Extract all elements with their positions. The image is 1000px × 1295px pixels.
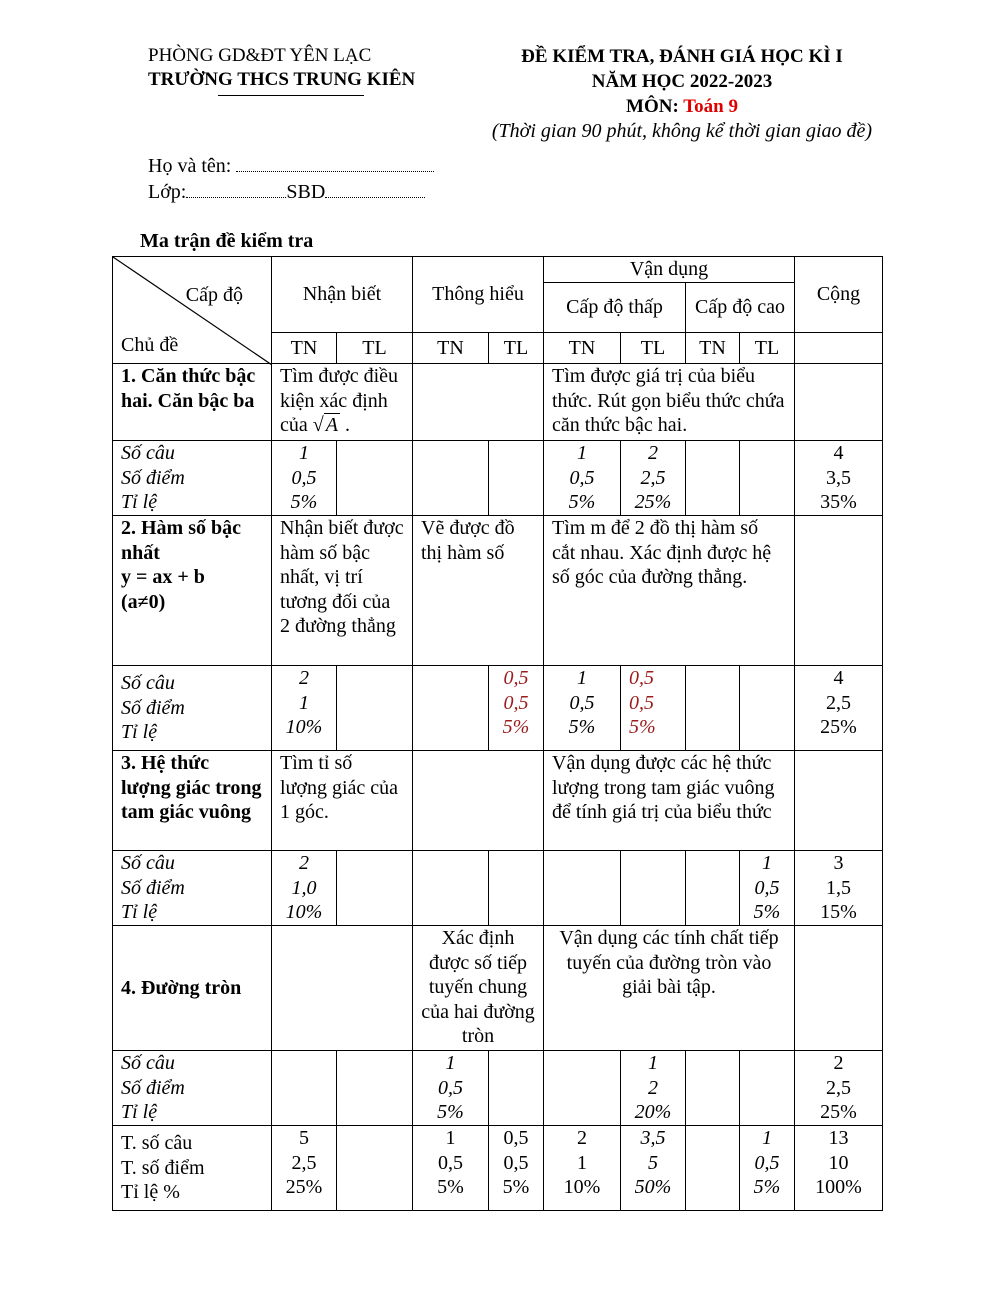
topic-2-understand: Vẽ được đồ thị hàm số [413, 516, 544, 666]
topic-3-stat-labels [113, 851, 272, 926]
topic-4-apply: Vận dụng các tính chất tiếp tuyến của đường tròn vào giải bài tập. [544, 926, 795, 1051]
t1-nb-tn [272, 441, 337, 516]
stat-value: 0,5 [629, 691, 654, 714]
stat-value: 5% [502, 716, 530, 738]
stat-value: 15% [820, 901, 857, 923]
tot-vdc-tl [740, 1126, 795, 1211]
sbd-blank [325, 183, 425, 198]
total-value: 1 [577, 1151, 587, 1174]
stat-value: 2 [299, 852, 309, 874]
total-value: 0,5 [438, 1151, 463, 1174]
stat-value: 25% [634, 491, 672, 513]
empty-cell [337, 851, 413, 926]
topic-2-name-line: y = ax + b [121, 566, 205, 588]
total-value: 3,5 [640, 1127, 666, 1149]
exam-title: ĐỀ KIỂM TRA, ĐÁNH GIÁ HỌC KÌ I [521, 46, 843, 67]
stat-value: 0,5 [438, 1076, 463, 1099]
stat-value: 2,5 [826, 1076, 852, 1099]
stat-value: 20% [634, 1101, 672, 1123]
student-name-line [148, 155, 434, 178]
tot-nb-tn [272, 1126, 337, 1211]
stat-value: 1 [299, 442, 309, 464]
sub-tl: TL [621, 333, 686, 364]
total-value: 5 [299, 1127, 309, 1149]
total-value: 5% [437, 1176, 464, 1198]
section-title: Ma trận đề kiểm tra [140, 230, 314, 252]
empty-cell [337, 1126, 413, 1211]
stat-value: 35% [820, 491, 857, 513]
department-name: PHÒNG GD&ĐT YÊN LẠC [148, 45, 372, 66]
total-value: 1 [445, 1127, 456, 1149]
topic-1-recognize-text: Tìm được điều kiện xác định của [280, 365, 399, 436]
empty-cell [795, 751, 883, 851]
stat-value: 1 [299, 691, 309, 714]
school-name: TRƯỜNG THCS TRUNG KIÊN [148, 69, 416, 90]
corner-cell [113, 257, 272, 364]
sub-tn: TN [686, 333, 740, 364]
stat-label: Số câu [121, 1052, 175, 1074]
topic-2-name-line: 2. Hàm số bậc nhất [121, 517, 241, 564]
student-class-line [148, 181, 425, 204]
stat-value: 5% [568, 491, 596, 513]
empty-cell [337, 1051, 413, 1126]
class-blank [186, 183, 286, 198]
total-value: 13 [828, 1127, 849, 1149]
class-label: Lớp: [148, 181, 187, 203]
topic-2-stat-labels [113, 666, 272, 751]
topic-4-recognize [272, 926, 413, 1051]
total-value: 10 [828, 1151, 849, 1174]
stat-value: 4 [833, 667, 844, 689]
stat-value: 5% [753, 901, 781, 923]
sqrt-symbol: √ A [312, 414, 338, 436]
empty-cell [686, 441, 740, 516]
stat-label: Tỉ lệ [121, 901, 158, 923]
stat-label: Tỉ lệ [121, 1101, 158, 1123]
stat-value: 2,5 [640, 466, 666, 489]
total-value: 10% [563, 1176, 601, 1198]
empty-cell [337, 441, 413, 516]
total-value: 2,5 [291, 1151, 317, 1174]
topic-4-understand: Xác định được số tiếp tuyến chung của hai đường tròn [413, 926, 544, 1051]
empty-cell [337, 666, 413, 751]
topic-3-apply: Vận dụng được các hệ thức lượng trong tam giác vuông để tính giá trị của biểu thức [544, 751, 795, 851]
stat-value: 1 [577, 442, 587, 464]
sub-tl: TL [489, 333, 544, 364]
col-apply-low: Cấp độ thấp [544, 283, 686, 333]
topic-1-apply: Tìm được giá trị của biểu thức. Rút gọn biểu thức chứa căn thức bậc hai. [544, 364, 795, 441]
topic-3-name: 3. Hệ thức lượng giác trong tam giác vuông [113, 751, 272, 851]
sbd-label: SBD [286, 181, 326, 203]
total-label: Tỉ lệ % [121, 1181, 180, 1204]
stat-value: 1 [577, 667, 587, 689]
corner-topic-label: Chủ đề [121, 333, 179, 356]
empty-cell [795, 516, 883, 666]
t3-vdc-tl [740, 851, 795, 926]
sub-tn: TN [413, 333, 489, 364]
stat-label: Số câu [121, 442, 175, 464]
empty-cell [686, 666, 740, 751]
empty-cell [489, 851, 544, 926]
stat-value: 3 [833, 852, 844, 874]
stat-value: 25% [820, 716, 857, 738]
topic-3-recognize: Tìm tỉ số lượng giác của 1 góc. [272, 751, 413, 851]
name-label: Họ và tên: [148, 155, 232, 177]
total-value: 5 [648, 1151, 658, 1174]
empty-cell [795, 333, 883, 364]
stat-value: 10% [285, 716, 323, 738]
empty-cell [686, 851, 740, 926]
header-divider [218, 95, 364, 96]
topic-1-recognize: Tìm được điều kiện xác định của √ A . [272, 364, 413, 441]
total-value: 5% [502, 1176, 530, 1198]
subject-line [470, 94, 894, 119]
t3-nb-tn [272, 851, 337, 926]
t1-vdt-tn [544, 441, 621, 516]
topic-2-name [113, 516, 272, 666]
empty-cell [413, 441, 489, 516]
stat-value: 1 [762, 852, 772, 874]
corner-level-label: Cấp độ [185, 284, 243, 306]
stat-value: 5% [437, 1101, 464, 1123]
col-apply: Vận dụng [544, 257, 795, 283]
total-value: 5% [753, 1176, 781, 1198]
topic-2-apply: Tìm m để 2 đồ thị hàm số cắt nhau. Xác định được hệ số góc của đường thẳng. [544, 516, 795, 666]
empty-cell [686, 1051, 740, 1126]
empty-cell [740, 666, 795, 751]
col-recognize: Nhận biết [272, 257, 413, 333]
school-header [148, 44, 415, 92]
stat-value: 1 [445, 1052, 456, 1074]
total-label: T. số điểm [121, 1156, 205, 1179]
total-value: 0,5 [754, 1151, 780, 1174]
empty-cell [686, 1126, 740, 1211]
t1-total [795, 441, 883, 516]
exam-header [470, 44, 894, 144]
stat-label: Số câu [121, 852, 175, 874]
stat-value: 3,5 [826, 466, 852, 489]
sub-tn: TN [272, 333, 337, 364]
total-value: 25% [285, 1176, 323, 1198]
stat-value: 0,5 [503, 667, 529, 689]
name-blank [236, 157, 434, 172]
stat-label: Số điểm [121, 696, 185, 719]
tot-th-tl [489, 1126, 544, 1211]
stat-value: 0,5 [569, 466, 595, 489]
empty-cell [740, 1051, 795, 1126]
topic-1-stat-labels [113, 441, 272, 516]
empty-cell [544, 1051, 621, 1126]
school-year: NĂM HỌC 2022-2023 [591, 71, 773, 92]
empty-cell [795, 364, 883, 441]
stat-value: 0,5 [503, 691, 529, 714]
topic-4-stat-labels [113, 1051, 272, 1126]
total-value: 100% [815, 1176, 862, 1198]
stat-value: 2 [833, 1052, 844, 1074]
subject-name: Toán 9 [683, 96, 738, 117]
stat-value: 4 [833, 442, 844, 464]
stat-value: 0,5 [569, 691, 595, 714]
stat-value: 1,5 [826, 876, 852, 899]
total-value: 50% [634, 1176, 672, 1198]
stat-value: 5% [568, 716, 596, 738]
sub-tl: TL [337, 333, 413, 364]
stat-value: 2 [648, 442, 658, 464]
stat-value: 0,5 [291, 466, 317, 489]
time-note: (Thời gian 90 phút, không kể thời gian giao đề) [491, 120, 873, 142]
t2-nb-tn [272, 666, 337, 751]
stat-label: Tỉ lệ [121, 721, 158, 744]
tot-total [795, 1126, 883, 1211]
empty-cell [489, 441, 544, 516]
total-value: 0,5 [503, 1151, 529, 1174]
stat-value: 0,5 [754, 876, 780, 899]
total-label: T. số câu [121, 1132, 193, 1155]
empty-cell [621, 851, 686, 926]
t2-vdt-tn [544, 666, 621, 751]
stat-label: Tỉ lệ [121, 491, 158, 513]
stat-label: Số điểm [121, 466, 185, 489]
empty-cell [489, 1051, 544, 1126]
stat-value: 2 [299, 667, 309, 689]
topic-3-understand [413, 751, 544, 851]
totals-labels [113, 1126, 272, 1211]
t2-vdt-tl [621, 666, 686, 751]
t4-vdt-tl [621, 1051, 686, 1126]
topic-2-recognize: Nhận biết được hàm số bậc nhất, vị trí tương đối của 2 đường thẳng [272, 516, 413, 666]
stat-value: 2,5 [826, 691, 852, 714]
t1-vdt-tl [621, 441, 686, 516]
t4-total [795, 1051, 883, 1126]
stat-value: 25% [820, 1101, 857, 1123]
stat-label: Số câu [121, 672, 175, 695]
empty-cell [740, 441, 795, 516]
tot-th-tn [413, 1126, 489, 1211]
topic-1-understand [413, 364, 544, 441]
tot-vdt-tn [544, 1126, 621, 1211]
empty-cell [413, 851, 489, 926]
empty-cell [272, 1051, 337, 1126]
t2-total [795, 666, 883, 751]
subject-label: MÔN: [626, 96, 684, 117]
stat-value: 5% [290, 491, 318, 513]
stat-label: Số điểm [121, 1076, 185, 1099]
stat-value: 5% [629, 716, 656, 738]
stat-label: Số điểm [121, 876, 185, 899]
sqrt-radicand: A [325, 414, 338, 436]
col-understand: Thông hiểu [413, 257, 544, 333]
total-value: 2 [577, 1127, 587, 1149]
col-apply-high: Cấp độ cao [686, 283, 795, 333]
stat-value: 1 [648, 1052, 658, 1074]
stat-value: 2 [648, 1076, 658, 1099]
stat-value: 10% [285, 901, 323, 923]
col-total: Cộng [795, 257, 883, 333]
empty-cell [544, 851, 621, 926]
t2-th-tl [489, 666, 544, 751]
stat-value: 1,0 [291, 876, 317, 899]
tot-vdt-tl [621, 1126, 686, 1211]
topic-2-name-line: (a≠0) [121, 590, 166, 613]
topic-1-name: 1. Căn thức bậc hai. Căn bậc ba [113, 364, 272, 441]
empty-cell [413, 666, 489, 751]
sub-tn: TN [544, 333, 621, 364]
stat-value: 0,5 [629, 667, 654, 689]
t3-total [795, 851, 883, 926]
t4-th-tn [413, 1051, 489, 1126]
total-value: 0,5 [503, 1127, 529, 1149]
empty-cell [795, 926, 883, 1051]
sub-tl: TL [740, 333, 795, 364]
total-value: 1 [762, 1127, 772, 1149]
exam-matrix-table [112, 256, 883, 1211]
topic-4-name: 4. Đường tròn [113, 926, 272, 1051]
